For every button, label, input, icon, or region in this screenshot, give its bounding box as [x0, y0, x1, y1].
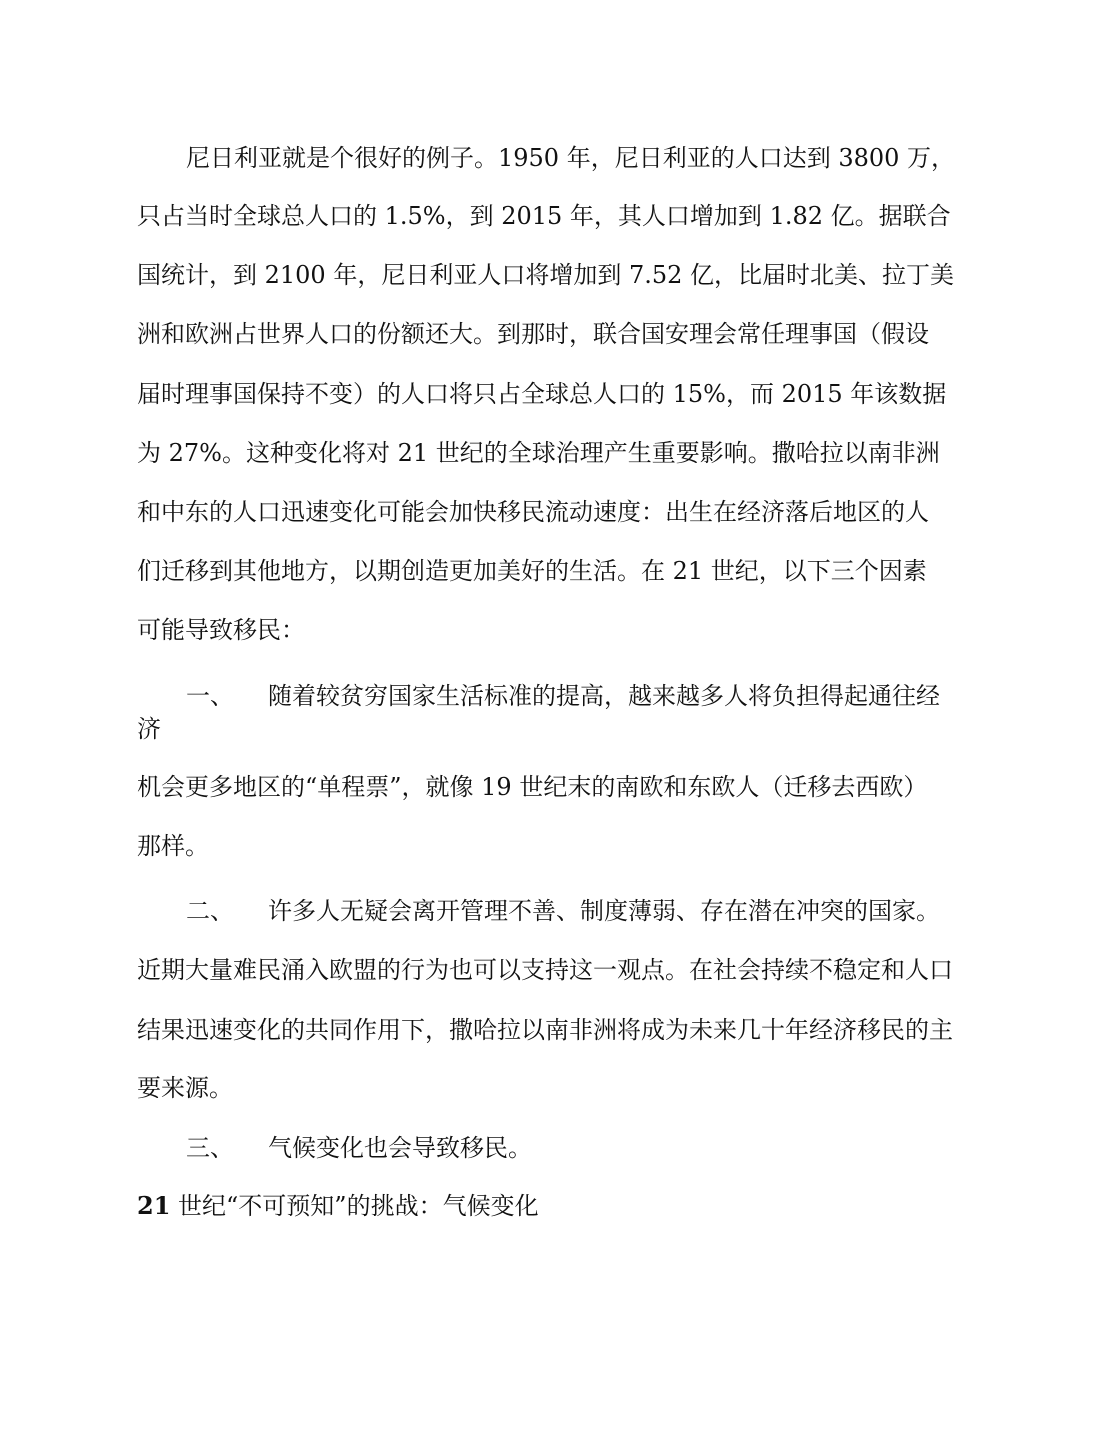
list-item-first-line — [186, 680, 940, 712]
text-line: 尼日利亚就是个很好的例子。1950 年，尼日利亚的人口达到 3800 万， — [186, 144, 956, 172]
list-item-first-line — [186, 895, 940, 927]
text-line: 为 27%。这种变化将对 21 世纪的全球治理产生重要影响。撒哈拉以南非洲 — [137, 439, 940, 467]
text-line: 那样。 — [137, 832, 209, 860]
section-heading-text: 世纪“不可预知”的挑战：气候变化 — [170, 1192, 539, 1220]
list-item-first-line — [186, 1132, 532, 1164]
list-number: 二、 — [186, 897, 234, 925]
text-line: 届时理事国保持不变）的人口将只占全球总人口的 15%，而 2015 年该数据 — [137, 380, 947, 408]
text-line: 随着较贫穷国家生活标准的提高，越来越多人将负担得起通往经 — [268, 682, 940, 710]
text-line: 可能导致移民： — [137, 616, 305, 644]
text-line: 们迁移到其他地方，以期创造更加美好的生活。在 21 世纪，以下三个因素 — [137, 557, 927, 585]
text-line: 许多人无疑会离开管理不善、制度薄弱、存在潜在冲突的国家。 — [268, 897, 940, 925]
section-heading — [137, 1190, 539, 1222]
text-line: 国统计，到 2100 年，尼日利亚人口将增加到 7.52 亿，比届时北美、拉丁美 — [137, 261, 955, 289]
text-line: 结果迅速变化的共同作用下，撒哈拉以南非洲将成为未来几十年经济移民的主 — [137, 1016, 953, 1044]
text-line: 洲和欧洲占世界人口的份额还大。到那时，联合国安理会常任理事国（假设 — [137, 320, 929, 348]
list-number: 一、 — [186, 682, 234, 710]
text-line: 近期大量难民涌入欧盟的行为也可以支持这一观点。在社会持续不稳定和人口 — [137, 956, 953, 984]
text-line: 济 — [137, 715, 161, 743]
list-number: 三、 — [186, 1134, 234, 1162]
text-line: 气候变化也会导致移民。 — [268, 1134, 532, 1162]
text-line: 和中东的人口迅速变化可能会加快移民流动速度：出生在经济落后地区的人 — [137, 498, 929, 526]
section-heading-number: 21 — [137, 1191, 171, 1220]
text-line: 要来源。 — [137, 1074, 233, 1102]
text-line: 机会更多地区的“单程票”，就像 19 世纪末的南欧和东欧人（迁移去西欧） — [137, 773, 928, 801]
text-line: 只占当时全球总人口的 1.5%，到 2015 年，其人口增加到 1.82 亿。据联合 — [137, 202, 951, 230]
